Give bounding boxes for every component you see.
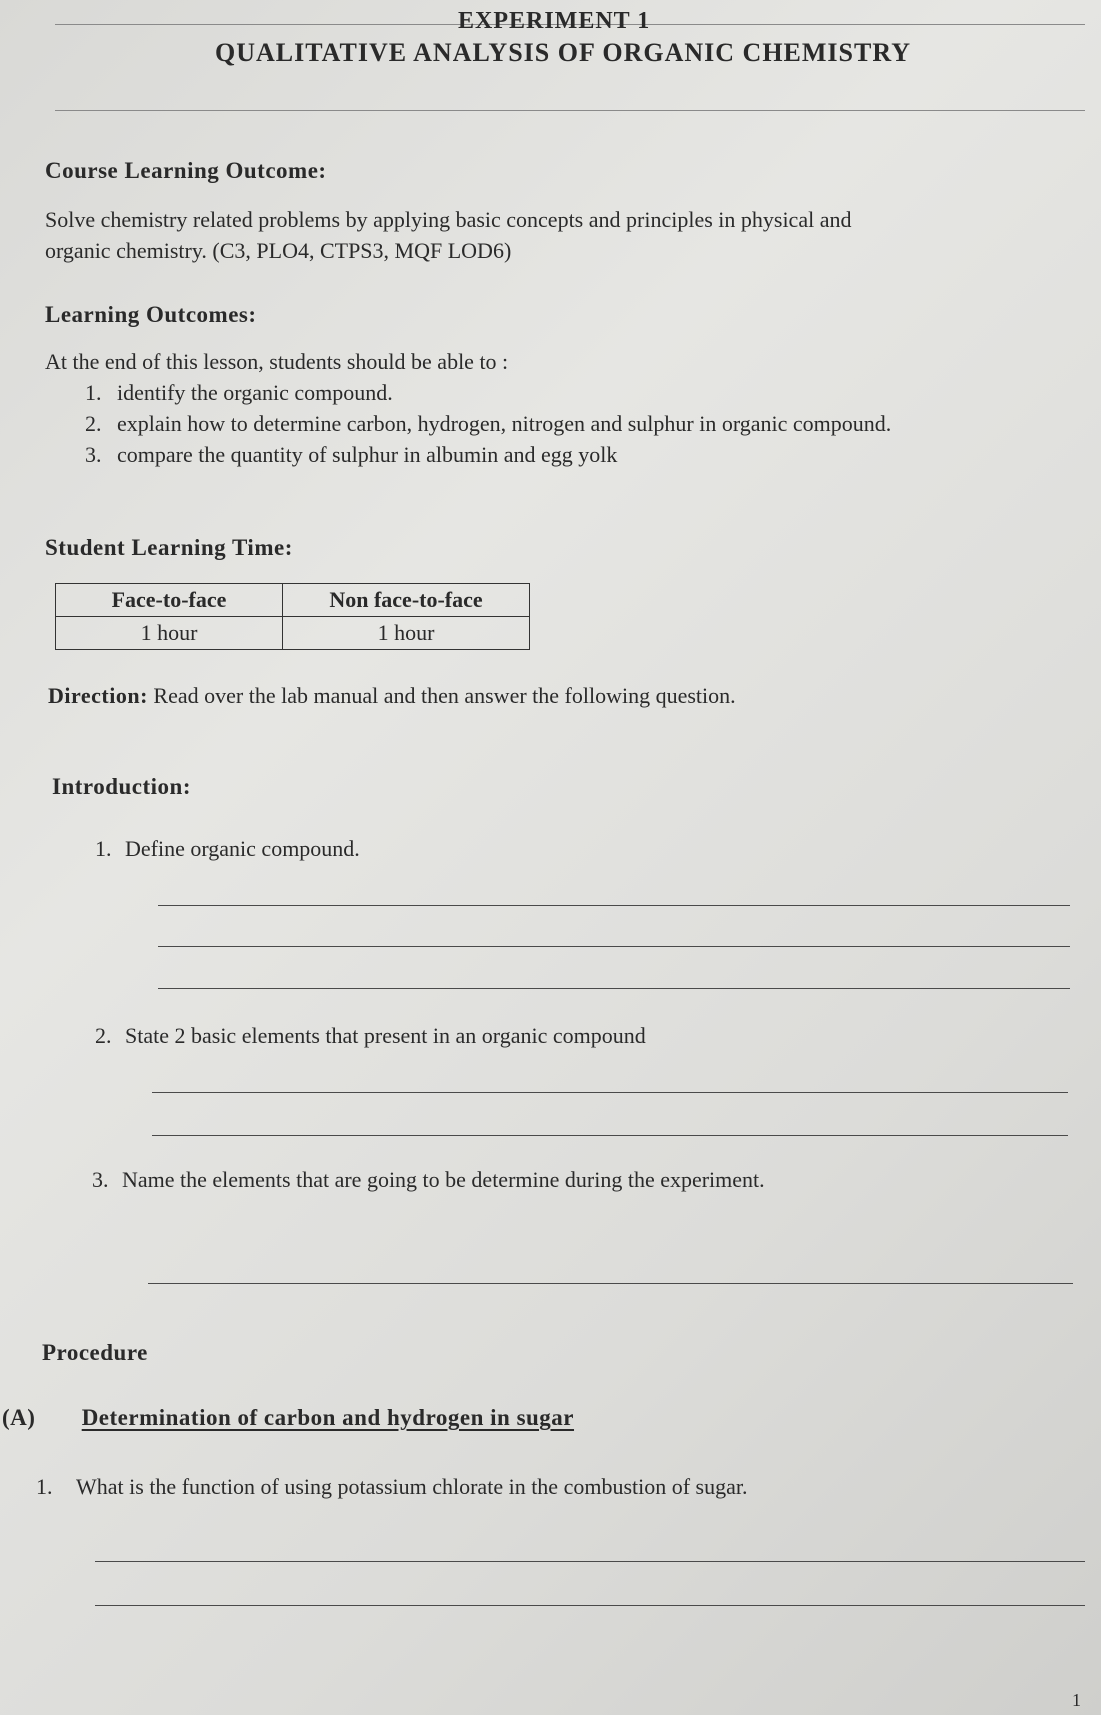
question-num: 3. [92,1167,109,1192]
learning-time-table [55,583,530,650]
page-number: 1 [1072,1690,1081,1710]
question-text: Define organic compound. [125,836,360,861]
outcome-num: 1. [85,380,102,405]
question-text: Name the elements that are going to be determine during the experiment. [122,1167,765,1192]
outcome-num: 2. [85,411,102,436]
question-num: 1. [95,836,112,861]
experiment-number: EXPERIMENT 1 [458,8,651,34]
procedure-section [2,1405,574,1431]
column-header: Non face-to-face [283,584,530,617]
page-title: QUALITATIVE ANALYSIS OF ORGANIC CHEMISTRY [215,38,911,67]
outcome-num: 3. [85,442,102,467]
answer-line[interactable] [95,1605,1085,1606]
table-row [56,617,530,650]
section-title: Determination of carbon and hydrogen in sugar [81,1405,575,1430]
outcome-item-2 [85,411,891,437]
intro-question-1 [95,836,360,862]
question-num: 1. [36,1474,53,1499]
introduction-heading: Introduction: [52,774,191,799]
column-header: Face-to-face [56,584,283,617]
direction-label: Direction: [48,683,148,708]
course-outcome-heading: Course Learning Outcome: [45,158,327,183]
table-cell: 1 hour [56,617,283,650]
course-outcome-line1: Solve chemistry related problems by applying basic concepts and principles in physical and [45,207,852,232]
intro-question-2 [95,1023,646,1049]
answer-line[interactable] [95,1561,1085,1562]
student-time-heading: Student Learning Time: [45,535,293,560]
course-outcome-line2: organic chemistry. (C3, PLO4, CTPS3, MQF LOD6) [45,238,512,263]
outcome-text: explain how to determine carbon, hydrogen, nitrogen and sulphur in organic compound. [117,411,892,436]
answer-line[interactable] [152,1092,1068,1093]
question-num: 2. [95,1023,112,1048]
answer-line[interactable] [158,946,1070,947]
question-text: State 2 basic elements that present in an organic compound [125,1023,646,1048]
question-text: What is the function of using potassium chlorate in the combustion of sugar. [76,1474,748,1499]
table-header-row [56,584,530,617]
outcome-text: compare the quantity of sulphur in albumin and egg yolk [117,442,618,467]
direction-text: Read over the lab manual and then answer the following question. [153,683,736,708]
learning-outcomes-heading: Learning Outcomes: [45,302,257,327]
answer-line[interactable] [152,1135,1068,1136]
answer-line[interactable] [158,905,1070,906]
answer-line[interactable] [158,988,1070,989]
section-label: (A) [2,1405,36,1430]
intro-question-3 [92,1167,765,1193]
procedure-heading: Procedure [42,1340,148,1365]
direction-line [48,683,736,709]
procedure-question-1 [36,1474,748,1500]
outcome-item-3 [85,442,617,468]
table-cell: 1 hour [283,617,530,650]
outcome-item-1 [85,380,393,406]
learning-outcomes-intro: At the end of this lesson, students should be able to : [45,349,509,374]
title-rule [55,110,1085,111]
answer-line[interactable] [148,1283,1073,1284]
outcome-text: identify the organic compound. [117,380,393,405]
